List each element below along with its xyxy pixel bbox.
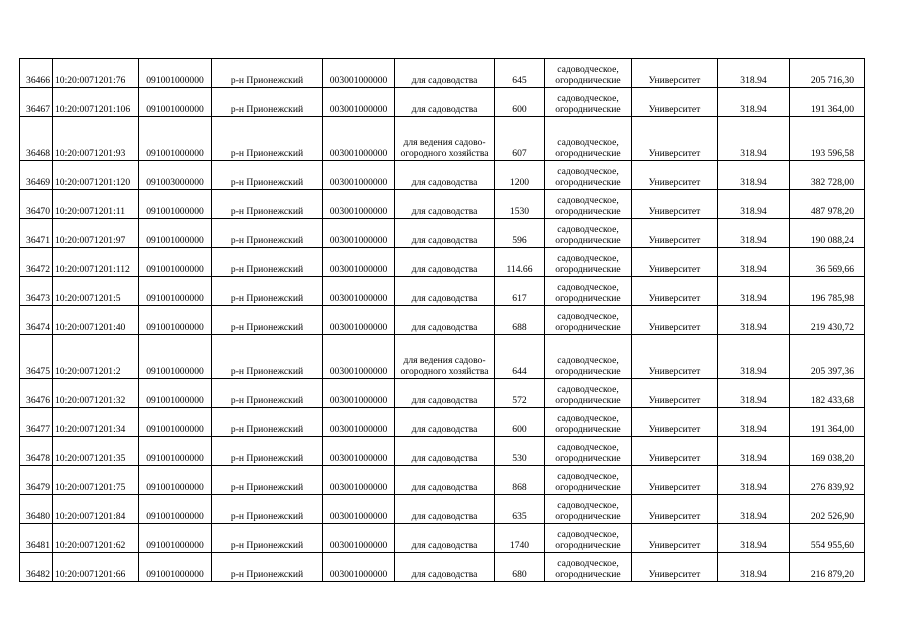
land-category-cell: садоводческое, огороднические: [545, 495, 632, 524]
table-row: [20, 466, 865, 495]
specific-value-cell: 318.94: [718, 117, 790, 161]
settlement-cell: Университет: [632, 161, 718, 190]
area-cell: 114.66: [495, 248, 545, 277]
settlement-cell: Университет: [632, 219, 718, 248]
permitted-use-cell: для ведения садово-огородного хозяйства: [395, 117, 495, 161]
okato-code-cell: 091001000000: [139, 408, 212, 437]
land-category-cell: садоводческое, огороднические: [545, 219, 632, 248]
specific-value-cell: 318.94: [718, 161, 790, 190]
table-row: [20, 248, 865, 277]
record-number-cell: 36477: [20, 408, 53, 437]
cadastral-number-cell: 10:20:0071201:76: [53, 59, 139, 88]
table-row: [20, 495, 865, 524]
permitted-use-cell: для садоводства: [395, 466, 495, 495]
cadastral-number-cell: 10:20:0071201:84: [53, 495, 139, 524]
settlement-cell: Университет: [632, 59, 718, 88]
okato-code-cell: 091001000000: [139, 335, 212, 379]
cadastral-number-cell: 10:20:0071201:11: [53, 190, 139, 219]
land-category-cell: садоводческое, огороднические: [545, 408, 632, 437]
cadastral-number-cell: 10:20:0071201:34: [53, 408, 139, 437]
permitted-use-cell: для садоводства: [395, 379, 495, 408]
specific-value-cell: 318.94: [718, 306, 790, 335]
permitted-use-cell: для садоводства: [395, 248, 495, 277]
cadastral-value-cell: 36 569,66: [790, 248, 865, 277]
land-category-cell: садоводческое, огороднические: [545, 161, 632, 190]
record-number-cell: 36466: [20, 59, 53, 88]
settlement-cell: Университет: [632, 277, 718, 306]
permitted-use-cell: для садоводства: [395, 190, 495, 219]
oktmo-code-cell: 003001000000: [323, 59, 395, 88]
record-number-cell: 36480: [20, 495, 53, 524]
district-cell: р-н Прионежский: [212, 277, 323, 306]
permitted-use-cell: для ведения садово-огородного хозяйства: [395, 335, 495, 379]
cadastral-value-cell: 205 397,36: [790, 335, 865, 379]
okato-code-cell: 091001000000: [139, 88, 212, 117]
permitted-use-cell: для садоводства: [395, 408, 495, 437]
table-row: [20, 219, 865, 248]
oktmo-code-cell: 003001000000: [323, 190, 395, 219]
cadastral-number-cell: 10:20:0071201:5: [53, 277, 139, 306]
okato-code-cell: 091001000000: [139, 466, 212, 495]
oktmo-code-cell: 003001000000: [323, 553, 395, 582]
okato-code-cell: 091001000000: [139, 248, 212, 277]
oktmo-code-cell: 003001000000: [323, 248, 395, 277]
permitted-use-cell: для садоводства: [395, 88, 495, 117]
oktmo-code-cell: 003001000000: [323, 277, 395, 306]
table-row: [20, 437, 865, 466]
okato-code-cell: 091001000000: [139, 277, 212, 306]
settlement-cell: Университет: [632, 306, 718, 335]
permitted-use-cell: для садоводства: [395, 277, 495, 306]
cadastral-number-cell: 10:20:0071201:62: [53, 524, 139, 553]
district-cell: р-н Прионежский: [212, 88, 323, 117]
district-cell: р-н Прионежский: [212, 161, 323, 190]
table-row: [20, 524, 865, 553]
cadastral-value-cell: 216 879,20: [790, 553, 865, 582]
specific-value-cell: 318.94: [718, 59, 790, 88]
settlement-cell: Университет: [632, 88, 718, 117]
district-cell: р-н Прионежский: [212, 248, 323, 277]
area-cell: 680: [495, 553, 545, 582]
record-number-cell: 36474: [20, 306, 53, 335]
record-number-cell: 36468: [20, 117, 53, 161]
record-number-cell: 36482: [20, 553, 53, 582]
permitted-use-cell: для садоводства: [395, 306, 495, 335]
okato-code-cell: 091001000000: [139, 190, 212, 219]
district-cell: р-н Прионежский: [212, 117, 323, 161]
land-registry-table: [19, 58, 865, 582]
cadastral-value-cell: 169 038,20: [790, 437, 865, 466]
area-cell: 644: [495, 335, 545, 379]
table-row: [20, 553, 865, 582]
oktmo-code-cell: 003001000000: [323, 408, 395, 437]
specific-value-cell: 318.94: [718, 466, 790, 495]
specific-value-cell: 318.94: [718, 495, 790, 524]
cadastral-number-cell: 10:20:0071201:97: [53, 219, 139, 248]
land-category-cell: садоводческое, огороднические: [545, 306, 632, 335]
cadastral-number-cell: 10:20:0071201:40: [53, 306, 139, 335]
record-number-cell: 36467: [20, 88, 53, 117]
cadastral-value-cell: 487 978,20: [790, 190, 865, 219]
cadastral-number-cell: 10:20:0071201:75: [53, 466, 139, 495]
table-row: [20, 335, 865, 379]
specific-value-cell: 318.94: [718, 219, 790, 248]
oktmo-code-cell: 003001000000: [323, 379, 395, 408]
specific-value-cell: 318.94: [718, 335, 790, 379]
area-cell: 1530: [495, 190, 545, 219]
oktmo-code-cell: 003001000000: [323, 335, 395, 379]
cadastral-value-cell: 554 955,60: [790, 524, 865, 553]
land-category-cell: садоводческое, огороднические: [545, 190, 632, 219]
okato-code-cell: 091001000000: [139, 495, 212, 524]
area-cell: 596: [495, 219, 545, 248]
area-cell: 572: [495, 379, 545, 408]
table-row: [20, 306, 865, 335]
table-row: [20, 117, 865, 161]
permitted-use-cell: для садоводства: [395, 553, 495, 582]
table-row: [20, 379, 865, 408]
okato-code-cell: 091001000000: [139, 306, 212, 335]
permitted-use-cell: для садоводства: [395, 219, 495, 248]
land-category-cell: садоводческое, огороднические: [545, 88, 632, 117]
table-row: [20, 408, 865, 437]
record-number-cell: 36476: [20, 379, 53, 408]
okato-code-cell: 091001000000: [139, 59, 212, 88]
settlement-cell: Университет: [632, 437, 718, 466]
land-category-cell: садоводческое, огороднические: [545, 248, 632, 277]
land-category-cell: садоводческое, огороднические: [545, 277, 632, 306]
settlement-cell: Университет: [632, 335, 718, 379]
area-cell: 1740: [495, 524, 545, 553]
cadastral-value-cell: 276 839,92: [790, 466, 865, 495]
area-cell: 645: [495, 59, 545, 88]
record-number-cell: 36481: [20, 524, 53, 553]
district-cell: р-н Прионежский: [212, 190, 323, 219]
district-cell: р-н Прионежский: [212, 379, 323, 408]
district-cell: р-н Прионежский: [212, 408, 323, 437]
okato-code-cell: 091001000000: [139, 553, 212, 582]
area-cell: 688: [495, 306, 545, 335]
district-cell: р-н Прионежский: [212, 219, 323, 248]
area-cell: 1200: [495, 161, 545, 190]
table-row: [20, 190, 865, 219]
record-number-cell: 36475: [20, 335, 53, 379]
cadastral-value-cell: 202 526,90: [790, 495, 865, 524]
district-cell: р-н Прионежский: [212, 495, 323, 524]
permitted-use-cell: для садоводства: [395, 524, 495, 553]
area-cell: 635: [495, 495, 545, 524]
specific-value-cell: 318.94: [718, 379, 790, 408]
cadastral-value-cell: 182 433,68: [790, 379, 865, 408]
cadastral-value-cell: 219 430,72: [790, 306, 865, 335]
oktmo-code-cell: 003001000000: [323, 161, 395, 190]
cadastral-value-cell: 190 088,24: [790, 219, 865, 248]
area-cell: 607: [495, 117, 545, 161]
land-registry-body: [20, 59, 865, 582]
record-number-cell: 36472: [20, 248, 53, 277]
cadastral-value-cell: 382 728,00: [790, 161, 865, 190]
table-row: [20, 161, 865, 190]
specific-value-cell: 318.94: [718, 437, 790, 466]
area-cell: 617: [495, 277, 545, 306]
okato-code-cell: 091001000000: [139, 117, 212, 161]
land-category-cell: садоводческое, огороднические: [545, 335, 632, 379]
area-cell: 868: [495, 466, 545, 495]
cadastral-number-cell: 10:20:0071201:32: [53, 379, 139, 408]
district-cell: р-н Прионежский: [212, 524, 323, 553]
cadastral-number-cell: 10:20:0071201:66: [53, 553, 139, 582]
land-category-cell: садоводческое, огороднические: [545, 437, 632, 466]
record-number-cell: 36479: [20, 466, 53, 495]
land-category-cell: садоводческое, огороднические: [545, 466, 632, 495]
land-category-cell: садоводческое, огороднические: [545, 59, 632, 88]
settlement-cell: Университет: [632, 117, 718, 161]
cadastral-value-cell: 196 785,98: [790, 277, 865, 306]
cadastral-number-cell: 10:20:0071201:106: [53, 88, 139, 117]
oktmo-code-cell: 003001000000: [323, 437, 395, 466]
oktmo-code-cell: 003001000000: [323, 219, 395, 248]
settlement-cell: Университет: [632, 248, 718, 277]
okato-code-cell: 091001000000: [139, 524, 212, 553]
specific-value-cell: 318.94: [718, 553, 790, 582]
permitted-use-cell: для садоводства: [395, 495, 495, 524]
record-number-cell: 36470: [20, 190, 53, 219]
specific-value-cell: 318.94: [718, 277, 790, 306]
record-number-cell: 36471: [20, 219, 53, 248]
cadastral-number-cell: 10:20:0071201:112: [53, 248, 139, 277]
area-cell: 600: [495, 88, 545, 117]
oktmo-code-cell: 003001000000: [323, 466, 395, 495]
specific-value-cell: 318.94: [718, 88, 790, 117]
settlement-cell: Университет: [632, 379, 718, 408]
settlement-cell: Университет: [632, 553, 718, 582]
permitted-use-cell: для садоводства: [395, 437, 495, 466]
table-row: [20, 277, 865, 306]
area-cell: 530: [495, 437, 545, 466]
table-row: [20, 59, 865, 88]
settlement-cell: Университет: [632, 190, 718, 219]
oktmo-code-cell: 003001000000: [323, 306, 395, 335]
district-cell: р-н Прионежский: [212, 553, 323, 582]
record-number-cell: 36473: [20, 277, 53, 306]
permitted-use-cell: для садоводства: [395, 59, 495, 88]
cadastral-value-cell: 191 364,00: [790, 88, 865, 117]
district-cell: р-н Прионежский: [212, 437, 323, 466]
record-number-cell: 36469: [20, 161, 53, 190]
cadastral-value-cell: 193 596,58: [790, 117, 865, 161]
settlement-cell: Университет: [632, 495, 718, 524]
cadastral-number-cell: 10:20:0071201:35: [53, 437, 139, 466]
cadastral-number-cell: 10:20:0071201:2: [53, 335, 139, 379]
land-category-cell: садоводческое, огороднические: [545, 524, 632, 553]
okato-code-cell: 091001000000: [139, 219, 212, 248]
district-cell: р-н Прионежский: [212, 335, 323, 379]
land-category-cell: садоводческое, огороднические: [545, 553, 632, 582]
oktmo-code-cell: 003001000000: [323, 495, 395, 524]
area-cell: 600: [495, 408, 545, 437]
district-cell: р-н Прионежский: [212, 59, 323, 88]
district-cell: р-н Прионежский: [212, 466, 323, 495]
record-number-cell: 36478: [20, 437, 53, 466]
cadastral-number-cell: 10:20:0071201:120: [53, 161, 139, 190]
cadastral-value-cell: 205 716,30: [790, 59, 865, 88]
specific-value-cell: 318.94: [718, 408, 790, 437]
cadastral-value-cell: 191 364,00: [790, 408, 865, 437]
okato-code-cell: 091001000000: [139, 437, 212, 466]
permitted-use-cell: для садоводства: [395, 161, 495, 190]
land-category-cell: садоводческое, огороднические: [545, 379, 632, 408]
table-row: [20, 88, 865, 117]
land-category-cell: садоводческое, огороднические: [545, 117, 632, 161]
specific-value-cell: 318.94: [718, 190, 790, 219]
okato-code-cell: 091003000000: [139, 161, 212, 190]
cadastral-number-cell: 10:20:0071201:93: [53, 117, 139, 161]
settlement-cell: Университет: [632, 466, 718, 495]
specific-value-cell: 318.94: [718, 248, 790, 277]
okato-code-cell: 091001000000: [139, 379, 212, 408]
settlement-cell: Университет: [632, 408, 718, 437]
oktmo-code-cell: 003001000000: [323, 88, 395, 117]
oktmo-code-cell: 003001000000: [323, 524, 395, 553]
settlement-cell: Университет: [632, 524, 718, 553]
specific-value-cell: 318.94: [718, 524, 790, 553]
district-cell: р-н Прионежский: [212, 306, 323, 335]
oktmo-code-cell: 003001000000: [323, 117, 395, 161]
